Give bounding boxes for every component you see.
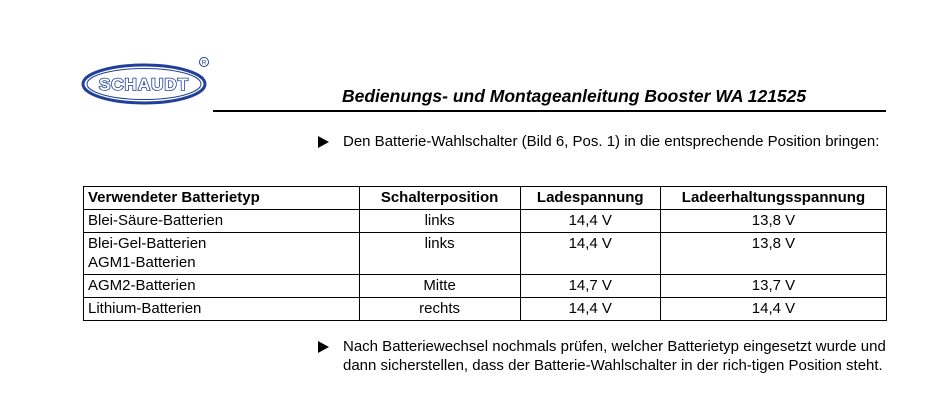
- charge-voltage-cell: 14,4 V: [520, 233, 660, 275]
- svg-text:SCHAUDT: SCHAUDT: [98, 75, 190, 94]
- switch-position-cell: links: [359, 233, 520, 275]
- battery-type-cell: Lithium-Batterien: [84, 298, 360, 321]
- header-divider: [213, 110, 886, 112]
- instruction-step-2: [318, 337, 888, 375]
- float-voltage-cell: 13,8 V: [660, 233, 886, 275]
- table-header-row: [84, 187, 887, 210]
- table-row: [84, 298, 887, 321]
- charge-voltage-cell: 14,4 V: [520, 210, 660, 233]
- battery-type-cell: AGM2-Batterien: [84, 275, 360, 298]
- switch-position-cell: links: [359, 210, 520, 233]
- battery-settings-table: [83, 186, 887, 321]
- battery-type-cell: Blei-Gel-Batterien AGM1-Batterien: [84, 233, 360, 275]
- table-row: [84, 233, 887, 275]
- switch-position-cell: Mitte: [359, 275, 520, 298]
- svg-text:R: R: [201, 59, 207, 67]
- float-voltage-cell: 13,7 V: [660, 275, 886, 298]
- column-header-charge-voltage: Ladespannung: [520, 187, 660, 210]
- document-title: Bedienungs- und Montageanleitung Booster WA 121525: [342, 86, 807, 106]
- instruction-step-1: [318, 132, 888, 151]
- bullet-arrow-icon: [318, 341, 329, 353]
- float-voltage-cell: 14,4 V: [660, 298, 886, 321]
- column-header-switch-position: Schalterposition: [359, 187, 520, 210]
- schaudt-logo-graphic: [80, 55, 215, 107]
- charge-voltage-cell: 14,7 V: [520, 275, 660, 298]
- table-row: [84, 210, 887, 233]
- switch-position-cell: rechts: [359, 298, 520, 321]
- instruction-step-2-text: Nach Batteriewechsel nochmals prüfen, welcher Batterietyp eingesetzt wurde und dann sicherstellen, dass der Batterie-Wahlschalter in der rich-tigen Position steht.: [343, 338, 886, 374]
- column-header-float-voltage: Ladeerhaltungsspannung: [660, 187, 886, 210]
- column-header-battery-type: Verwendeter Batterietyp: [84, 187, 360, 210]
- bullet-arrow-icon: [318, 136, 329, 148]
- table-row: [84, 275, 887, 298]
- instruction-step-1-text: Den Batterie-Wahlschalter (Bild 6, Pos. 1) in die entsprechende Position bringen:: [343, 133, 880, 150]
- battery-type-cell: Blei-Säure-Batterien: [84, 210, 360, 233]
- float-voltage-cell: 13,8 V: [660, 210, 886, 233]
- schaudt-logo: [80, 55, 215, 107]
- charge-voltage-cell: 14,4 V: [520, 298, 660, 321]
